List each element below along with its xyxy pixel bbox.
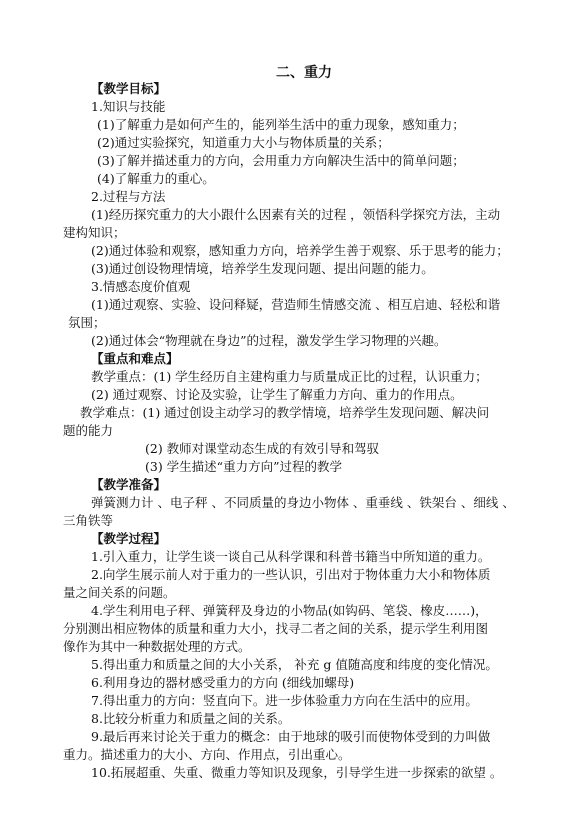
key-points-line: 教学重点：(1) 学生经历自主建构重力与质量成正比的过程，认识重力； (91, 369, 488, 384)
key-points-line: (2) 教师对课堂动态生成的有效引导和驾驭 (145, 441, 380, 456)
procedure-line: 4.学生利用电子秤、弹簧秤及身边的小物品(如钩码、笔袋、橡皮……)， (91, 603, 488, 618)
knowledge-item: (2)通过实验探究，知道重力大小与物体质量的关系； (97, 135, 390, 150)
procedure-line: 1.引入重力，让学生谈一谈自己从科学课和科普书籍当中所知道的重力。 (91, 549, 491, 564)
process-item: (1)经历探究重力的大小跟什么因素有关的过程 ，领悟科学探究方法，主动 (91, 207, 501, 222)
attitude-item: (1)通过观察、实验、设问释疑，营造师生情感交流 、相互启迪、轻松和谐 (91, 297, 501, 312)
procedure-heading: 【教学过程】 (91, 531, 167, 546)
process-item: (3)通过创设物理情境，培养学生发现问题、提出问题的能力。 (91, 261, 434, 276)
procedure-line: 像作为其中一种数据处理的方式。 (63, 639, 251, 654)
procedure-line: 10.拓展超重、失重、微重力等知识及现象，引导学生进一步探索的欲望 。 (91, 765, 503, 780)
procedure-line: 分别测出相应物体的质量和重力大小，找寻二者之间的关系，提示学生利用图 (63, 621, 489, 636)
attitude-heading: 3.情感态度价值观 (91, 279, 191, 294)
preparation-line: 三角铁等 (63, 513, 114, 528)
procedure-line: 重力。描述重力的大小、方向、作用点，引出重心。 (63, 747, 351, 762)
key-points-line: 题的能力 (63, 423, 114, 438)
procedure-line: 7.得出重力的方向：竖直向下。进一步体验重力方向在生活中的应用。 (91, 693, 478, 708)
procedure-line: 量之间关系的问题。 (63, 585, 176, 600)
key-points-line: (3) 学生描述“重力方向”过程的教学 (145, 459, 342, 474)
procedure-line: 5.得出重力和质量之间的大小关系， 补充 g 值随高度和纬度的变化情况。 (91, 657, 498, 672)
procedure-line: 2.向学生展示前人对于重力的一些认识，引出对于物体重力大小和物体质 (91, 567, 491, 582)
key-points-line: 教学难点：(1) 通过创设主动学习的教学情境，培养学生发现问题、解决问 (80, 405, 490, 420)
process-item: (2)通过体验和观察，感知重力方向，培养学生善于观察、乐于思考的能力； (91, 243, 509, 258)
knowledge-heading: 1.知识与技能 (91, 99, 166, 114)
key-points-heading: 【重点和难点】 (91, 351, 179, 366)
process-heading: 2.过程与方法 (91, 189, 166, 204)
knowledge-item: (3)了解并描述重力的方向，会用重力方向解决生活中的简单问题； (97, 153, 465, 168)
document-title: 二、重力 (276, 65, 332, 81)
objectives-heading: 【教学目标】 (91, 81, 167, 96)
knowledge-item: (1)了解重力是如何产生的，能列举生活中的重力现象，感知重力； (97, 117, 465, 132)
knowledge-item: (4)了解重力的重心。 (97, 171, 215, 186)
key-points-line: (2) 通过观察、讨论及实验，让学生了解重力方向、重力的作用点。 (91, 387, 463, 402)
procedure-line: 6.利用身边的器材感受重力的方向 (细线加螺母) (91, 675, 355, 690)
process-item: 建构知识； (63, 225, 126, 240)
procedure-line: 9.最后再来讨论关于重力的概念：由于地球的吸引而使物体受到的力叫做 (91, 729, 491, 744)
attitude-item: (2)通过体会“物理就在身边”的过程，激发学生学习物理的兴趣。 (91, 333, 447, 348)
preparation-heading: 【教学准备】 (91, 477, 167, 492)
attitude-item: 氛围； (68, 315, 106, 330)
procedure-line: 8.比较分析重力和质量之间的关系。 (91, 711, 291, 726)
preparation-line: 弹簧测力计 、电子秤 、不同质量的身边小物体 、重垂线 、铁架台 、细线 、 (91, 495, 515, 510)
